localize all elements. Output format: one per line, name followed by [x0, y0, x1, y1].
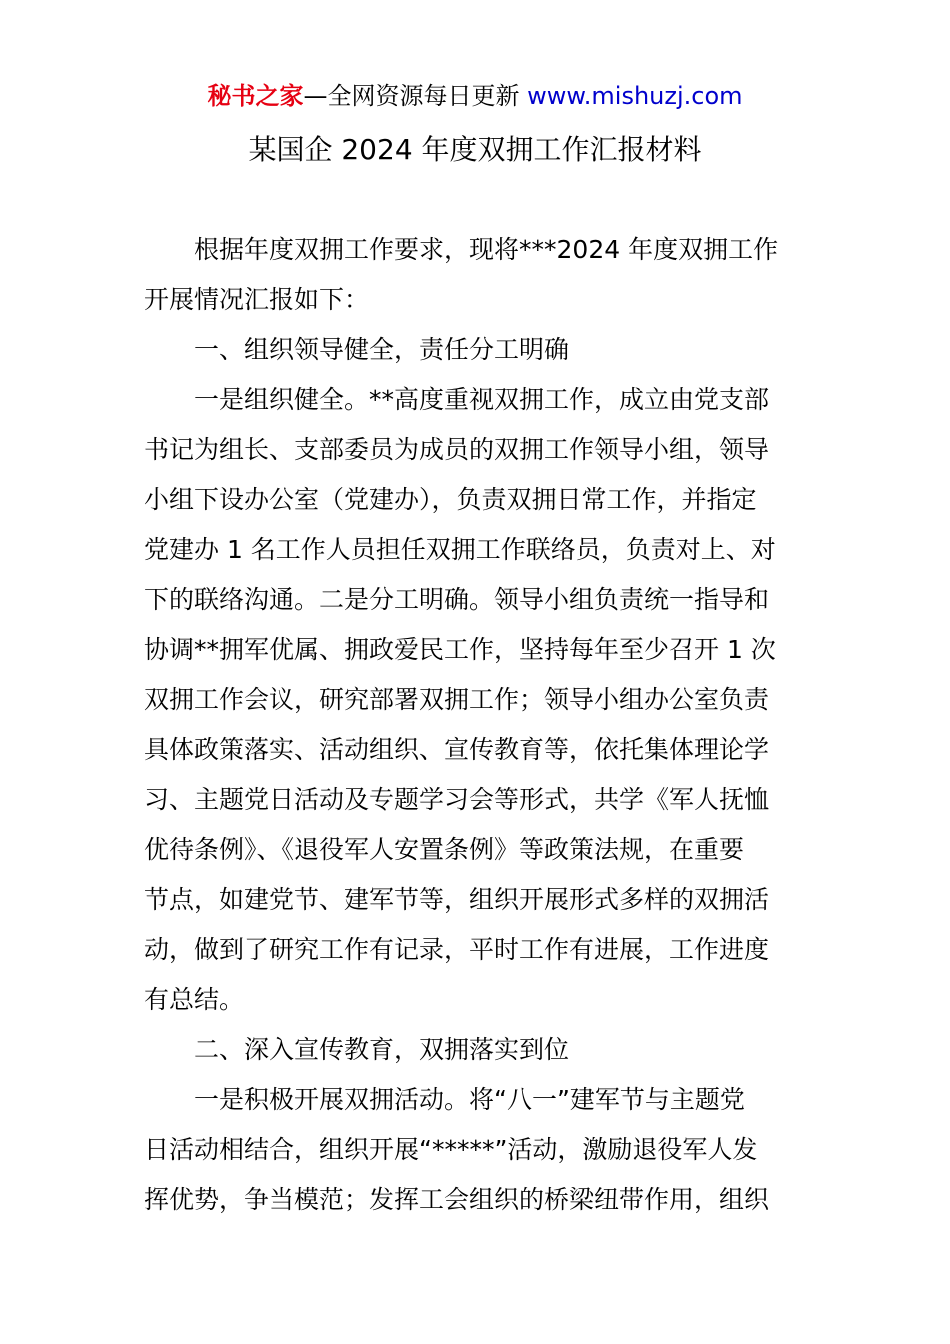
body-line: 有总结。	[144, 985, 245, 1014]
body-line: 根据年度双拥工作要求，现将***2024 年度双拥工作	[144, 235, 779, 264]
body-line: 一是组织健全。**高度重视双拥工作，成立由党支部	[144, 385, 770, 414]
body-line: 协调**拥军优属、拥政爱民工作，坚持每年至少召开 1 次	[144, 635, 776, 664]
body-line: 动，做到了研究工作有记录，平时工作有进展，工作进度	[144, 935, 770, 964]
body-line: 习、主题党日活动及专题学习会等形式，共学《军人抚恤	[144, 785, 770, 814]
body-line: 双拥工作会议，研究部署双拥工作；领导小组办公室负责	[144, 685, 770, 714]
site-url-link[interactable]: www.mishuzj.com	[527, 82, 743, 110]
document-title: 某国企 2024 年度双拥工作汇报材料	[248, 133, 702, 166]
body-line: 小组下设办公室（党建办），负责双拥日常工作，并指定	[144, 485, 757, 514]
body-line: 一是积极开展双拥活动。将“八一”建军节与主题党	[144, 1085, 745, 1114]
site-brand: 秘书之家	[207, 82, 304, 110]
document-body	[144, 225, 809, 1225]
body-line: 挥优势，争当模范；发挥工会组织的桥梁纽带作用，组织	[144, 1185, 770, 1214]
site-header	[0, 80, 950, 112]
body-line: 下的联络沟通。二是分工明确。领导小组负责统一指导和	[144, 585, 770, 614]
body-line: 具体政策落实、活动组织、宣传教育等，依托集体理论学	[144, 735, 770, 764]
body-line: 优待条例》、《退役军人安置条例》等政策法规，在重要	[144, 835, 745, 864]
body-line: 节点，如建党节、建军节等，组织开展形式多样的双拥活	[144, 885, 770, 914]
body-line: 书记为组长、支部委员为成员的双拥工作领导小组，领导	[144, 435, 770, 464]
body-line: 开展情况汇报如下：	[144, 285, 370, 314]
section-heading: 一、组织领导健全，责任分工明确	[144, 335, 570, 364]
site-tagline: —全网资源每日更新	[303, 82, 520, 110]
section-heading: 二、深入宣传教育，双拥落实到位	[144, 1035, 570, 1064]
body-line: 党建办 1 名工作人员担任双拥工作联络员，负责对上、对	[144, 535, 776, 564]
body-line: 日活动相结合，组织开展“*****”活动，激励退役军人发	[144, 1135, 758, 1164]
